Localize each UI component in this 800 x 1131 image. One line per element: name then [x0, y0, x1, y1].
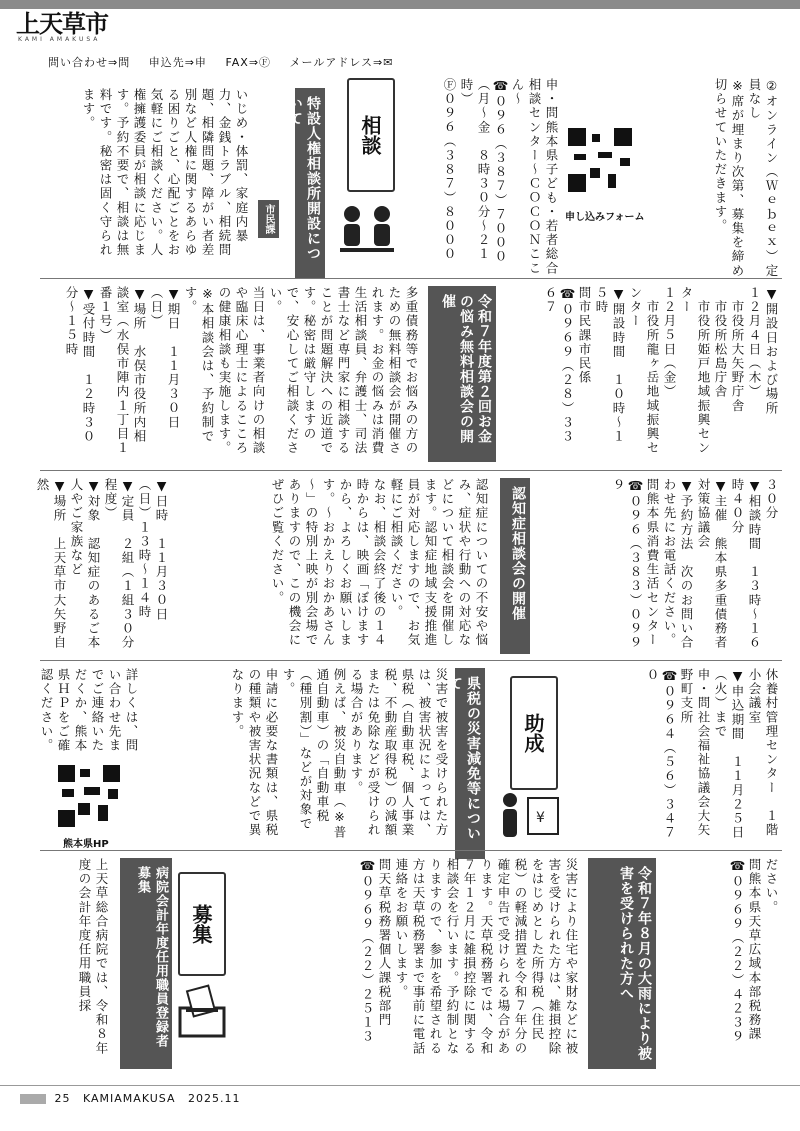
josei-tag: 助成: [510, 676, 558, 790]
consult-people-icon: [332, 200, 402, 260]
kinsen-details: ３０分 ▼相談時間 １３時～１６時４０分 ▼主催 熊本県多重債務者対策協議会 ▼予約方法 次のお問い合わせ先にお電話ください。 問熊本県消費生活センター ☎０９６（３８３）０９９９: [611, 478, 779, 650]
jinken-banner: 特設人権相談所開設について: [295, 88, 325, 279]
soudan-tag: 相談: [347, 78, 395, 192]
kenzei-body: 災害で被害を受けられた方は、被害状況によっては、県税（自動車税、個人事業税、不動産取得税）の減額または免除などが受けられる場合があります。 例えば、被災自動車（※普通自動車）の「自動車税（種別割）」などが対象です。 申請に必要な書類は、県税の種類や被害状況などで異なります。: [230, 668, 449, 840]
boshu-tag: 募集: [178, 872, 226, 976]
byoin-banner: 病院会計年度任用職員登録者募集: [120, 858, 172, 1069]
kenzei-banner: 県税の災害減免等について: [455, 668, 485, 859]
shiminka-label: 市民課: [258, 200, 279, 238]
divider-2: [40, 470, 782, 471]
kocon-contact: 申・問熊本県子ども・若者総合相談センター～ＣＯＣＯＮここん～ ☎０９６（３８７）７０００ （月～金 ８時３０分～２１時） Ⓕ０９６（３８７）８０００: [442, 78, 559, 276]
magazine-name: KAMIAMAKUSA: [83, 1092, 176, 1105]
divider-1: [40, 278, 782, 279]
kinsen-body: 多重債務等でお悩みの方のための無料相談会が開催されます。お金の悩みは消費生活相談員、弁護士、司法書士など専門家に相談することが問題解決への近道です。秘密は厳守しますので、安心してご相談ください。 当日は、事業者向けの相談や臨床心理士によるこころの健康相談も実施します。 ※本相談会は、予約制です。 ▼期日 １１月３０日（日） ▼場所 水俣市役所内相談室（水俣市陣内１丁目１番１号） ▼受付時間 １２時３０分～１５時: [64, 286, 419, 456]
jinken-body: いじめ・体罰、家庭内暴力、金銭トラブル、相続問題、相隣問題、障がい者差別など人権に関するあらゆる困りごと、心配ごとをお気軽にご相談ください。人権擁護委員が相談に応じます。予約不要で、相談は無料です。秘密は固く守られます。: [81, 88, 249, 258]
ninchi-details: ▼日時 １１月３０日（日）１３時～１４時 ▼定員 ２組（１組３０分程度） ▼対象 認知症のあるご本人やご家族など ▼場所 上天草市大矢野自然: [35, 478, 169, 650]
ninchi-body: 認知症についての不安や悩み、症状や行動への対応などについて相談会を開催します。認知症地域支援推進員が対応しますので、お気軽にご相談ください。 なお、相談会終了後の１４時からは、映画「ぼけますから、よろしくお願いします。～おかえりおかあさん～」の特別上映が別会場でありますので、この機会にぜひご覧ください。: [270, 478, 489, 648]
footer: [20, 1092, 241, 1105]
byoin-body: 上天草総合病院では、令和８年度の会計年度任用職員採: [77, 858, 109, 1056]
legend-email: メールアドレス⇒✉: [289, 56, 394, 69]
legend-apply: 申込先⇒申: [148, 56, 207, 69]
qr-code-form[interactable]: [568, 128, 632, 192]
kenzei-note: 詳しくは、問い合わせ先までご連絡いただくか、熊本県ＨＰをご確認ください。: [39, 668, 139, 753]
legend: [48, 54, 407, 70]
ooame-banner: 令和７年８月の大雨により被害を受けられた方へ: [588, 858, 656, 1069]
top-bar: [0, 0, 800, 9]
ninchi-apply: 休養村管理センター １階小会議室 ▼申込期間 １１月２５日（火）まで 申・問社会福祉協議会大矢野町支所 ☎０９６４（５６）３４７０: [645, 668, 779, 840]
subsidy-icon: [494, 790, 568, 848]
kinsen-banner: 令和７年度第２回お金の悩み無料相談会の開催: [428, 286, 496, 462]
jinken-schedule: ▼開設日および場所 １２月４日（木） 市役所大矢野庁舎 市役所松島庁舎 市役所姫戸地域振興センター １２月５日（金） 市役所龍ヶ岳地域振興センター ▼開設時間 １０時～１５時 問市民課市民係 ☎０９６９（２８）３３６７: [543, 286, 779, 456]
divider-3: [40, 660, 782, 661]
ooame-body: 災害により住宅や家財などに被害を受けられた方は、雑損控除をはじめとした所得税（住民税）の軽減措置を令和７年分の確定申告で受けられる場合があります。天草税務署では、令和７年１２月に雑損控除に関する相談会を行います。予約制となりますので、参加を希望される方は天草税務署まで事前に電話連絡をお願いします。 問天草税務署個人課税部門 ☎０９６９（２２）２５１３: [360, 858, 579, 1056]
divider-4: [40, 850, 782, 851]
qr-kumamoto-caption: 熊本県HP: [63, 839, 109, 850]
city-logo-sub: KAMI AMAKUSA: [18, 36, 101, 43]
legend-inquiry: 問い合わせ⇒問: [48, 56, 131, 69]
kenzei-contact: ださい。 問熊本県天草広域本部税務課 ☎０９６９（２２）４２３９: [730, 858, 779, 1044]
legend-fax: FAX⇒Ⓕ: [225, 56, 272, 69]
issue-date: 2025.11: [188, 1092, 241, 1105]
footer-bar: [20, 1094, 46, 1104]
qr-form-caption: 申し込みフォーム: [565, 212, 645, 223]
footer-rule: [0, 1085, 800, 1086]
qr-code-kumamoto[interactable]: [58, 765, 120, 827]
online-note: ②オンライン（Ｗｅｂｅｘ）定員なし ※席が埋まり次第、募集を締め切らせていただきます。: [713, 78, 779, 278]
page-number: 25: [54, 1092, 71, 1105]
ballot-box-icon: [176, 980, 228, 1040]
city-logo: 上天草市: [16, 9, 108, 38]
svg-text:¥: ¥: [536, 810, 545, 826]
ninchi-banner: 認知症相談会の開催: [500, 478, 530, 654]
